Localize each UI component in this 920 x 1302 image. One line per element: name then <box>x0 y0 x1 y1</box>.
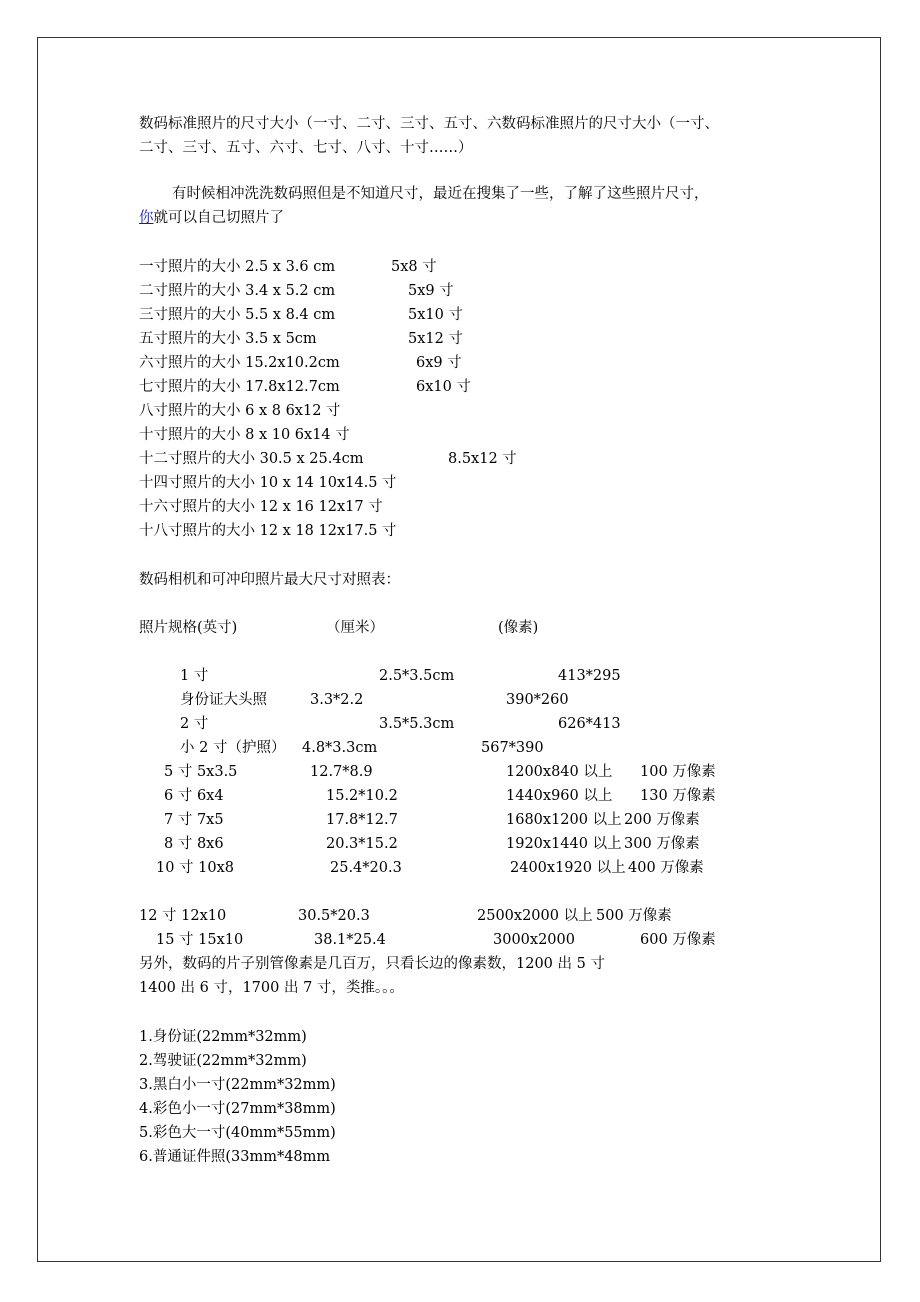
size-row-label: 一寸照片的大小 2.5 x 3.6 cm <box>139 259 336 275</box>
size-row-alt: 6x9 寸 <box>416 355 462 371</box>
table-cell-megapixels: 100 万像素 <box>640 764 716 780</box>
intro-line-2-text: 就可以自己切照片了 <box>153 210 284 226</box>
table-cell-megapixels: 600 万像素 <box>640 932 716 948</box>
id-list-item: 4.彩色小一寸(27mm*38mm) <box>139 1101 336 1117</box>
table-cell-megapixels: 200 万像素 <box>624 812 700 828</box>
table-cell-cm: 4.8*3.3cm <box>302 740 378 756</box>
table-cell-megapixels: 130 万像素 <box>640 788 716 804</box>
id-list-item: 5.彩色大一寸(40mm*55mm) <box>139 1125 336 1141</box>
table-header-cm: （厘米） <box>326 620 384 636</box>
size-row-alt: 5x12 寸 <box>408 331 463 347</box>
table-cell-cm: 12.7*8.9 <box>310 764 373 780</box>
size-row-label: 六寸照片的大小 15.2x10.2cm <box>139 355 340 371</box>
table-cell-spec: 10 寸 10x8 <box>156 860 235 876</box>
intro-line-2 <box>139 208 284 228</box>
table-cell-spec: 2 寸 <box>180 716 209 732</box>
note-line-2: 1400 出 6 寸，1700 出 7 寸，类推。。。 <box>139 980 404 996</box>
size-row-label: 十寸照片的大小 8 x 10 6x14 寸 <box>139 427 350 443</box>
table-cell-pixels: 1920x1440 以上 <box>506 836 622 852</box>
table-cell-spec: 小 2 寸（护照） <box>180 740 286 756</box>
table-cell-pixels: 626*413 <box>558 716 621 732</box>
table-cell-spec: 身份证大头照 <box>180 692 267 708</box>
size-row-label: 五寸照片的大小 3.5 x 5cm <box>139 331 317 347</box>
size-row-label: 八寸照片的大小 6 x 8 6x12 寸 <box>139 403 341 419</box>
table-header-spec: 照片规格(英寸) <box>139 620 238 636</box>
size-row-alt: 8.5x12 寸 <box>448 451 517 467</box>
note-line-1: 另外，数码的片子别管像素是几百万，只看长边的像素数，1200 出 5 寸 <box>139 956 605 972</box>
id-list-item: 6.普通证件照(33mm*48mm <box>139 1149 331 1165</box>
size-row-label: 三寸照片的大小 5.5 x 8.4 cm <box>139 307 336 323</box>
table-cell-cm: 2.5*3.5cm <box>379 668 455 684</box>
intro-link[interactable]: 你 <box>139 210 154 226</box>
id-list-item: 1.身份证(22mm*32mm) <box>139 1029 307 1045</box>
table-cell-cm: 30.5*20.3 <box>298 908 370 924</box>
size-row-label: 七寸照片的大小 17.8x12.7cm <box>139 379 340 395</box>
table-cell-spec: 12 寸 12x10 <box>139 908 227 924</box>
table-cell-pixels: 1440x960 以上 <box>506 788 613 804</box>
title-line-2: 二寸、三寸、五寸、六寸、七寸、八寸、十寸……） <box>139 140 473 156</box>
table-cell-pixels: 1680x1200 以上 <box>506 812 622 828</box>
table-cell-spec: 6 寸 6x4 <box>164 788 224 804</box>
table-heading: 数码相机和可冲印照片最大尺寸对照表： <box>139 572 400 588</box>
table-cell-cm: 3.3*2.2 <box>310 692 364 708</box>
table-cell-pixels: 1200x840 以上 <box>506 764 613 780</box>
table-cell-cm: 15.2*10.2 <box>326 788 398 804</box>
title-line-1: 数码标准照片的尺寸大小（一寸、二寸、三寸、五寸、六数码标准照片的尺寸大小（一寸、 <box>139 116 719 132</box>
size-row-alt: 5x10 寸 <box>408 307 463 323</box>
table-cell-spec: 1 寸 <box>180 668 209 684</box>
table-cell-spec: 7 寸 7x5 <box>164 812 224 828</box>
table-cell-pixels: 567*390 <box>481 740 544 756</box>
table-cell-cm: 17.8*12.7 <box>326 812 398 828</box>
table-cell-megapixels: 300 万像素 <box>624 836 700 852</box>
table-cell-pixels: 413*295 <box>558 668 621 684</box>
table-cell-megapixels: 500 万像素 <box>596 908 672 924</box>
size-row-label: 十四寸照片的大小 10 x 14 10x14.5 寸 <box>139 475 397 491</box>
size-row-label: 二寸照片的大小 3.4 x 5.2 cm <box>139 283 336 299</box>
size-row-label: 十六寸照片的大小 12 x 16 12x17 寸 <box>139 499 383 515</box>
size-row-label: 十二寸照片的大小 30.5 x 25.4cm <box>139 451 364 467</box>
table-cell-pixels: 3000x2000 <box>493 932 575 948</box>
table-header-pixels: (像素) <box>498 620 539 636</box>
size-row-alt: 5x8 寸 <box>391 259 437 275</box>
table-cell-spec: 15 寸 15x10 <box>156 932 244 948</box>
id-list-item: 2.驾驶证(22mm*32mm) <box>139 1053 307 1069</box>
id-list-item: 3.黑白小一寸(22mm*32mm) <box>139 1077 336 1093</box>
table-cell-pixels: 2400x1920 以上 <box>510 860 626 876</box>
table-cell-spec: 8 寸 8x6 <box>164 836 224 852</box>
table-cell-spec: 5 寸 5x3.5 <box>164 764 238 780</box>
table-cell-pixels: 390*260 <box>506 692 569 708</box>
table-cell-cm: 38.1*25.4 <box>314 932 386 948</box>
size-row-label: 十八寸照片的大小 12 x 18 12x17.5 寸 <box>139 523 397 539</box>
size-row-alt: 6x10 寸 <box>416 379 471 395</box>
intro-line-1: 有时候相冲洗洗数码照但是不知道尺寸，最近在搜集了一些，了解了这些照片尺寸， <box>172 186 709 202</box>
table-cell-cm: 20.3*15.2 <box>326 836 398 852</box>
table-cell-cm: 3.5*5.3cm <box>379 716 455 732</box>
table-cell-cm: 25.4*20.3 <box>330 860 402 876</box>
size-row-alt: 5x9 寸 <box>408 283 454 299</box>
table-cell-megapixels: 400 万像素 <box>628 860 704 876</box>
table-cell-pixels: 2500x2000 以上 <box>477 908 593 924</box>
